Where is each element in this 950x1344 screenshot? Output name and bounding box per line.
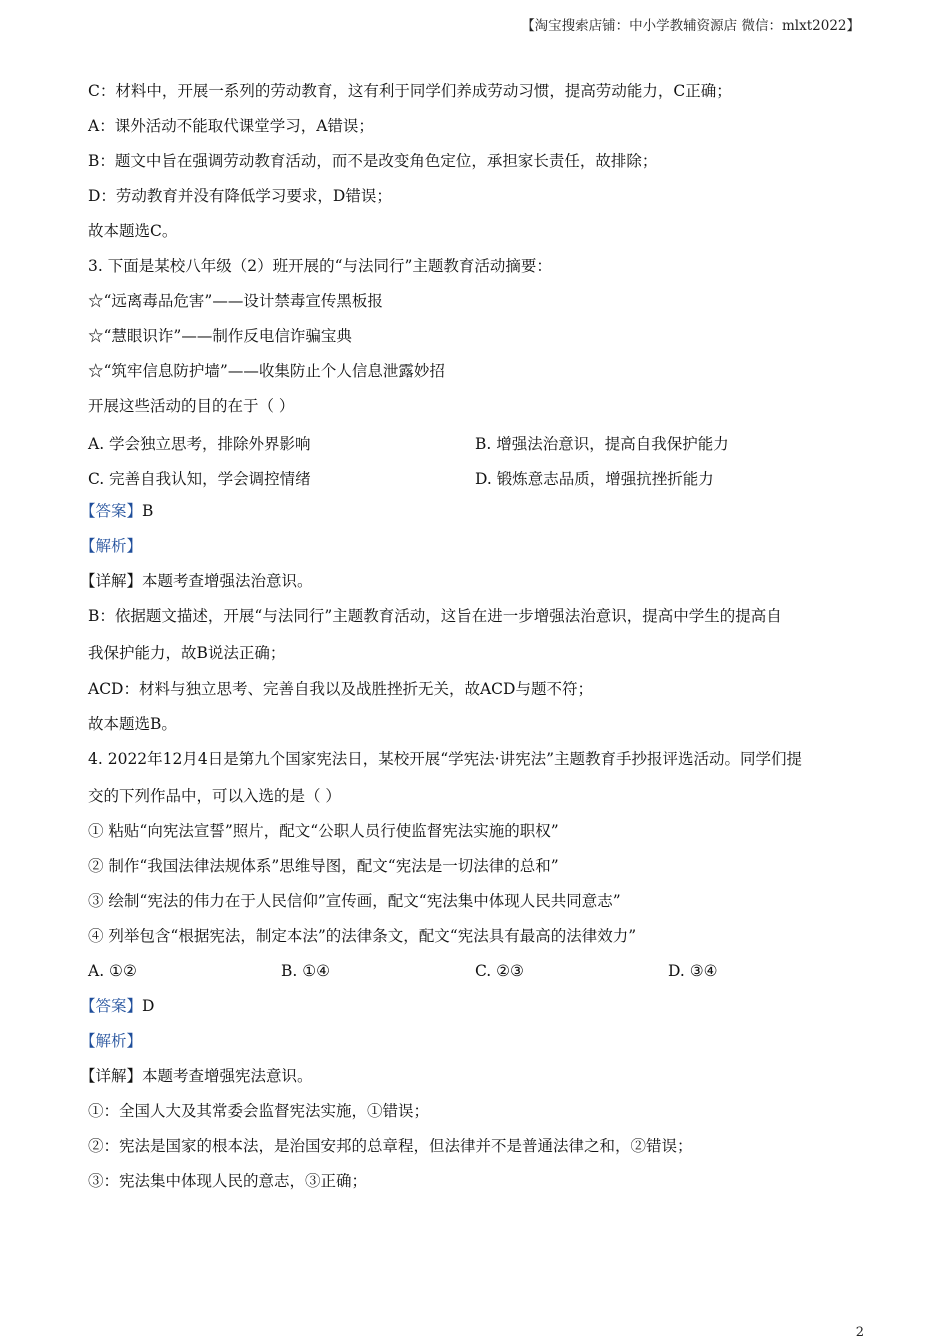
detail-tag: 【详解】 [80,1067,143,1085]
q3-analysis-acd: ACD：材料与独立思考、完善自我以及战胜挫折无关，故ACD与题不符； [88,680,593,698]
q4-option-a: A. ①② [88,962,137,980]
q3-option-c: C. 完善自我认知，学会调控情绪 [88,470,311,488]
page-header-watermark: 【淘宝搜索店铺：中小学教辅资源店 微信：mlxt2022】 [521,18,860,34]
q3-option-b: B. 增强法治意识，提高自我保护能力 [475,435,729,453]
q3-stem: 3. 下面是某校八年级（2）班开展的“与法同行”主题教育活动摘要： [88,257,552,275]
detail-text: 本题考查增强法治意识。 [142,572,313,590]
q4-point-3: ③：宪法集中体现人民的意志，③正确； [88,1172,368,1190]
q3-question: 开展这些活动的目的在于（ ） [88,397,295,415]
q3-item-3: ☆“筑牢信息防护墙”——收集防止个人信息泄露妙招 [88,362,445,380]
q4-option-b: B. ①④ [281,962,331,980]
q3-detail [80,572,313,591]
q4-point-2: ②：宪法是国家的根本法，是治国安邦的总章程，但法律并不是普通法律之和，②错误； [88,1137,693,1155]
q4-stem-line2: 交的下列作品中，可以入选的是（ ） [88,787,341,805]
detail-text: 本题考查增强宪法意识。 [142,1067,313,1085]
q4-stem-line1: 4. 2022年12月4日是第九个国家宪法日，某校开展“学宪法·讲宪法”主题教育手抄报评选活动。同学们提 [88,750,803,768]
q4-analysis-tag: 【解析】 [80,1032,143,1050]
q3-conclusion: 故本题选B。 [88,715,177,733]
q4-point-1: ①：全国人大及其常委会监督宪法实施，①错误； [88,1102,430,1120]
q4-item-1: ① 粘贴“向宪法宣誓”照片，配文“公职人员行使监督宪法实施的职权” [88,822,559,840]
answer-tag: 【答案】 [80,997,143,1015]
q2-analysis-d: D：劳动教育并没有降低学习要求，D错误； [88,187,392,205]
q2-conclusion: 故本题选C。 [88,222,178,240]
q4-option-d: D. ③④ [668,962,718,980]
q3-analysis-b-line2: 我保护能力，故B说法正确； [88,644,286,662]
detail-tag: 【详解】 [80,572,143,590]
q3-option-d: D. 锻炼意志品质，增强抗挫折能力 [475,470,714,488]
q3-item-1: ☆“远离毒品危害”——设计禁毒宣传黑板报 [88,292,383,310]
q4-answer [80,997,154,1016]
q3-answer [80,502,153,521]
q2-analysis-a: A：课外活动不能取代课堂学习，A错误； [88,117,374,135]
q4-item-4: ④ 列举包含“根据宪法，制定本法”的法律条文，配文“宪法具有最高的法律效力” [88,927,637,945]
answer-value: D [142,997,155,1015]
q4-item-3: ③ 绘制“宪法的伟力在于人民信仰”宣传画，配文“宪法集中体现人民共同意志” [88,892,621,910]
q2-analysis-c: C：材料中，开展一系列的劳动教育，这有利于同学们养成劳动习惯，提高劳动能力，C正确； [88,82,732,100]
q4-option-c: C. ②③ [475,962,524,980]
q3-item-2: ☆“慧眼识诈”——制作反电信诈骗宝典 [88,327,352,345]
page-number: 2 [855,1325,864,1340]
q2-analysis-b: B：题文中旨在强调劳动教育活动，而不是改变角色定位，承担家长责任，故排除； [88,152,658,170]
q3-analysis-tag: 【解析】 [80,537,143,555]
answer-value: B [142,502,154,520]
answer-tag: 【答案】 [80,502,143,520]
q3-option-a: A. 学会独立思考，排除外界影响 [88,435,311,453]
q4-item-2: ② 制作“我国法律法规体系”思维导图，配文“宪法是一切法律的总和” [88,857,559,875]
q3-analysis-b-line1: B：依据题文描述，开展“与法同行”主题教育活动，这旨在进一步增强法治意识，提高中学生的提高自 [88,607,782,625]
q4-detail [80,1067,313,1086]
